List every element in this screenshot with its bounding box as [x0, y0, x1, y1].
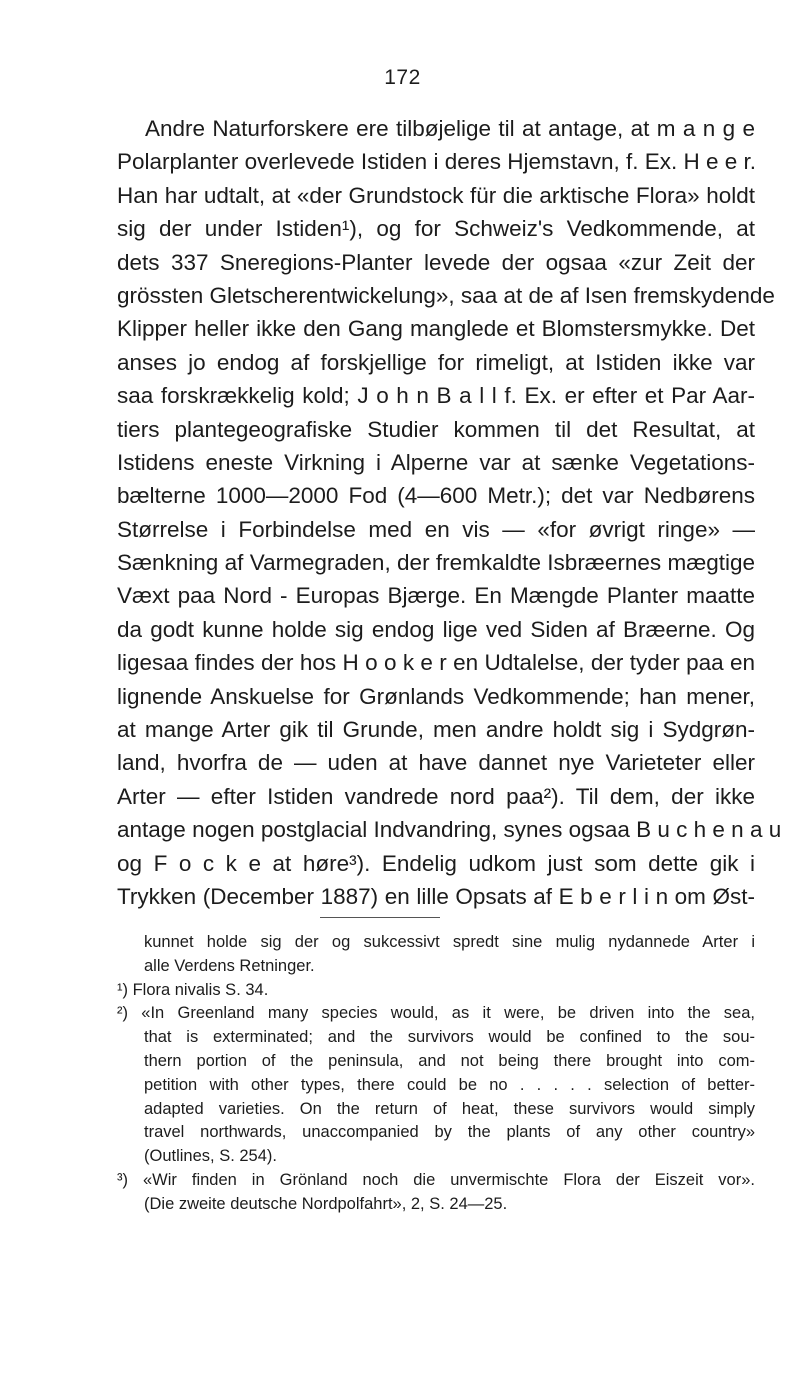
body-line: Trykken (December 1887) en lille Opsats af E b e r l i n om Øst- [117, 883, 755, 909]
footnote-divider [320, 917, 440, 918]
body-line: lignende Anskuelse for Grønlands Vedkommende; han mener, [117, 683, 755, 709]
body-line: Sænkning af Varmegraden, der fremkaldte Isbræernes mægtige [117, 550, 755, 576]
footnote-line: alle Verdens Retninger. [144, 956, 315, 975]
body-line: anses jo endog af forskjellige for rimeligt, at Istiden ikke var [117, 349, 755, 375]
body-line: og F o c k e at høre³). Endelig udkom just som dette gik i [117, 850, 755, 876]
body-line: Størrelse i Forbindelse med en vis — «for øvrigt ringe» — [117, 516, 755, 542]
footnotes [0, 931, 805, 1217]
body-line: da godt kunne holde sig endog lige ved Siden af Bræerne. Og [117, 616, 755, 642]
body-line: saa forskrækkelig kold; J o h n B a l l f. Ex. er efter et Par Aar- [117, 383, 755, 409]
footnote-line: kunnet holde sig der og sukcessivt spredt sine mulig nydannede Arter i [144, 933, 755, 951]
footnote-line: that is exterminated; and the survivors would be confined to the sou- [144, 1028, 755, 1047]
body-line: at mange Arter gik til Grunde, men andre holdt sig i Sydgrøn- [117, 717, 755, 743]
body-text [0, 112, 805, 913]
body-line: bælterne 1000—2000 Fod (4—600 Metr.); det var Nedbørens [117, 483, 755, 509]
footnote-1: ¹) Flora nivalis S. 34. [117, 980, 269, 999]
body-line: grössten Gletscherentwickelung», saa at de af Isen fremskydende [117, 282, 775, 308]
footnote-line: (Outlines, S. 254). [144, 1147, 277, 1166]
body-line: dets 337 Sneregions-Planter levede der ogsaa «zur Zeit der [117, 249, 755, 275]
footnote-line: travel northwards, unaccompanied by the plants of any other country» [144, 1123, 755, 1142]
page-number: 172 [384, 66, 421, 89]
footnote-line: petition with other types, there could be no . . . . . selection of better- [144, 1075, 755, 1094]
body-line: Istidens eneste Virkning i Alperne var at sænke Vegetations- [117, 449, 755, 475]
footnote-line: thern portion of the peninsula, and not being there brought into com- [144, 1051, 755, 1070]
footnote-line: (Die zweite deutsche Nordpolfahrt», 2, S. 24—25. [144, 1194, 508, 1213]
body-line: ligesaa findes der hos H o o k e r en Udtalelse, der tyder paa en [117, 650, 755, 676]
body-line: Klipper heller ikke den Gang manglede et Blomstersmykke. Det [117, 316, 755, 342]
body-line: tiers plantegeografiske Studier kommen til det Resultat, at [117, 416, 755, 442]
body-line: Han har udtalt, at «der Grundstock für die arktische Flora» holdt [117, 182, 755, 208]
body-line: sig der under Istiden¹), og for Schweiz's Vedkommende, at [117, 216, 755, 242]
body-line: land, hvorfra de — uden at have dannet nye Varieteter eller [117, 750, 755, 776]
body-line: Væxt paa Nord - Europas Bjærge. En Mængde Planter maatte [117, 583, 755, 609]
body-line: Polarplanter overlevede Istiden i deres Hjemstavn, f. Ex. H e e r. [117, 149, 757, 175]
footnote-3: ³) «Wir finden in Grönland noch die unvermischte Flora der Eiszeit vor». [117, 1170, 755, 1189]
footnote-line: adapted varieties. On the return of heat, these survivors would simply [144, 1099, 755, 1118]
footnote-2: ²) «In Greenland many species would, as it were, be driven into the sea, [117, 1004, 755, 1023]
body-line: antage nogen postglacial Indvandring, synes ogsaa B u c h e n a u [117, 817, 782, 843]
body-line: Andre Naturforskere ere tilbøjelige til at antage, at m a n g e [145, 116, 755, 141]
body-line: Arter — efter Istiden vandrede nord paa²). Til dem, der ikke [117, 783, 755, 809]
